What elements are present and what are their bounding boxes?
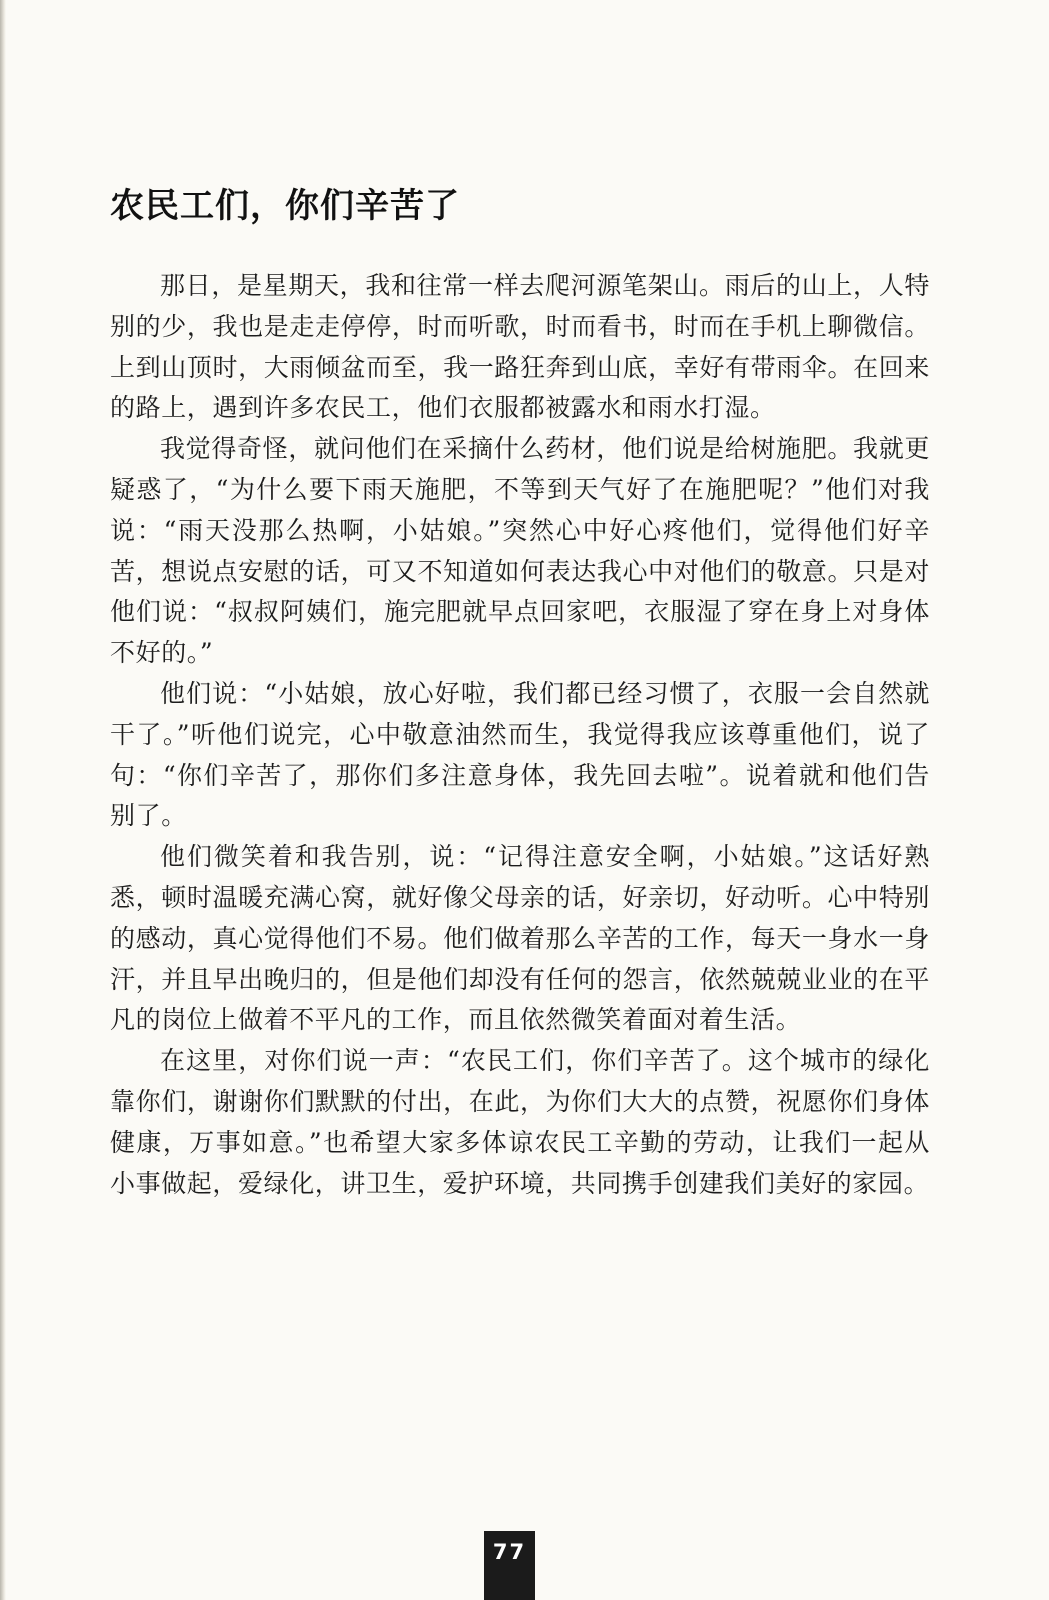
page-binding-edge bbox=[0, 0, 6, 1600]
paragraph-4: 他们微笑着和我告别，说：“记得注意安全啊，小姑娘。”这话好熟悉，顿时温暖充满心窝，就好像父母亲的话，好亲切，好动听。心中特别的感动，真心觉得他们不易。他们做着那么辛苦的工作，每天一身水一身汗，并且早出晚归的，但是他们却没有任何的怨言，依然兢兢业业的在平凡的岗位上做着不平凡的工作，而且依然微笑着面对着生活。 bbox=[110, 842, 930, 1035]
page-number: 77 bbox=[492, 1540, 527, 1564]
paragraph-2: 我觉得奇怪，就问他们在采摘什么药材，他们说是给树施肥。我就更疑惑了，“为什么要下雨天施肥，不等到天气好了在施肥呢？”他们对我说：“雨天没那么热啊，小姑娘。”突然心中好心疼他们，觉得他们好辛苦，想说点安慰的话，可又不知道如何表达我心中对他们的敬意。只是对他们说：“叔叔阿姨们，施完肥就早点回家吧，衣服湿了穿在身上对身体不好的。” bbox=[110, 434, 930, 668]
paragraph-3: 他们说：“小姑娘，放心好啦，我们都已经习惯了，衣服一会自然就干了。”听他们说完，心中敬意油然而生，我觉得我应该尊重他们，说了句：“你们辛苦了，那你们多注意身体，我先回去啦”。说着就和他们告别了。 bbox=[110, 678, 930, 831]
article-body bbox=[110, 266, 930, 1204]
article-title: 农民工们，你们辛苦了 bbox=[110, 186, 460, 226]
page-number-tab bbox=[484, 1531, 535, 1600]
paragraph-5: 在这里，对你们说一声：“农民工们，你们辛苦了。这个城市的绿化靠你们，谢谢你们默默的付出，在此，为你们大大的点赞，祝愿你们身体健康，万事如意。”也希望大家多体谅农民工辛勤的劳动，让我们一起从小事做起，爱绿化，讲卫生，爱护环境，共同携手创建我们美好的家园。 bbox=[110, 1046, 930, 1198]
paragraph-1: 那日，是星期天，我和往常一样去爬河源笔架山。雨后的山上，人特别的少，我也是走走停停，时而听歌，时而看书，时而在手机上聊微信。上到山顶时，大雨倾盆而至，我一路狂奔到山底，幸好有带雨伞。在回来的路上，遇到许多农民工，他们衣服都被露水和雨水打湿。 bbox=[110, 271, 930, 423]
